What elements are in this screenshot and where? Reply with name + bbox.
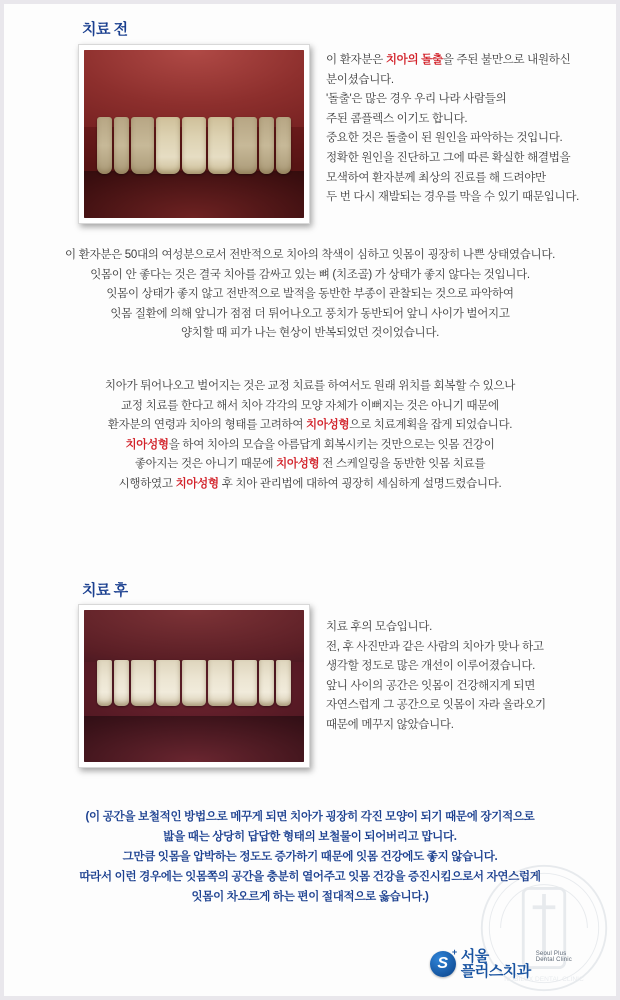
line: 이 환자분은 50대의 여성분으로서 전반적으로 치아의 착색이 심하고 잇몸이 굉장히 나쁜 상태였습니다. bbox=[64, 249, 556, 261]
line: 잇몸이 안 좋다는 것은 결국 치아를 감싸고 있는 뼈 (치조골) 가 상태가 좋지 않다는 것입니다. bbox=[90, 268, 530, 281]
line: 자연스럽게 그 공간으로 잇몸이 자라 올라오기 bbox=[326, 699, 546, 712]
page-inner bbox=[4, 4, 616, 996]
logo-letter: S bbox=[437, 955, 449, 973]
line: 그만큼 잇몸을 압박하는 정도도 증가하기 때문에 잇몸 건강에도 좋지 않습니다. bbox=[122, 851, 498, 863]
logo-name-kr-1: 서울 bbox=[460, 947, 489, 965]
tooth bbox=[234, 660, 258, 706]
line: 치아가 튀어나오고 벌어지는 것은 교정 치료를 하여서도 원래 위치를 회복할 수 있으나 bbox=[104, 380, 516, 392]
tooth bbox=[259, 117, 274, 174]
tooth bbox=[156, 117, 180, 174]
line: 주된 콤플렉스 이기도 합니다. bbox=[326, 112, 468, 125]
highlighted-term: 치아의 돌출 bbox=[385, 54, 443, 66]
line: 잇몸 질환에 의해 앞니가 점점 더 튀어나오고 풍치가 동반되어 앞니 사이가 벌어지고 bbox=[110, 307, 510, 320]
highlighted-term: 치아성형 bbox=[306, 419, 350, 432]
logo-plus-icon: + bbox=[451, 946, 458, 957]
tooth bbox=[156, 660, 180, 706]
line: 밢을 때는 상당히 답답한 형태의 보철물이 되어버리고 맙니다. bbox=[163, 831, 457, 843]
teeth-row-before bbox=[97, 117, 291, 174]
tooth bbox=[276, 660, 291, 706]
line: 잇몸이 차오르게 하는 편이 절대적으로 옳습니다.) bbox=[191, 891, 429, 903]
before-description-text bbox=[326, 51, 612, 208]
tooth bbox=[114, 117, 129, 174]
teeth-row-after bbox=[97, 660, 291, 706]
line: 잇몸이 상태가 좋지 않고 전반적으로 발적을 동반한 부종이 관찰되는 것으로 파악하여 bbox=[106, 288, 514, 301]
logo-text-en bbox=[536, 951, 572, 964]
tooth bbox=[208, 117, 232, 174]
watermark-text: NOBILUX DENTAL CLINIC bbox=[504, 975, 584, 983]
highlighted-term: 치아성형 bbox=[125, 438, 169, 451]
line: 모색하여 환자분께 최상의 진료를 해 드려야만 bbox=[326, 171, 546, 184]
logo-mark-icon bbox=[430, 946, 458, 977]
logo-text bbox=[461, 949, 531, 981]
line: 전, 후 사진만과 같은 사람의 치아가 맞나 하고 bbox=[326, 640, 544, 653]
highlighted-term: 치아성형 bbox=[276, 458, 320, 471]
tooth bbox=[259, 660, 274, 706]
tooth bbox=[97, 660, 112, 706]
line: 분이셨습니다. bbox=[326, 73, 394, 86]
logo-name-kr-2: 플러스치과 bbox=[460, 963, 531, 981]
section-title-after: 치료 후 bbox=[82, 582, 128, 599]
line: 중요한 것은 돌출이 된 원인을 파악하는 것입니다. bbox=[326, 132, 563, 145]
line: 치료 후의 모습입니다. bbox=[326, 621, 432, 633]
tooth bbox=[131, 117, 155, 174]
line: 양치할 때 피가 나는 현상이 반복되었던 것이었습니다. bbox=[180, 327, 440, 340]
line: 생각할 정도로 많은 개선이 이루어졌습니다. bbox=[326, 660, 536, 673]
photo-before-treatment bbox=[78, 44, 310, 224]
tooth bbox=[182, 117, 206, 174]
highlighted-term: 치아성형 bbox=[175, 477, 219, 490]
line: (이 공간을 보철적인 방법으로 메꾸게 되면 치아가 굉장히 각진 모양이 되기 때문에 장기적으로 bbox=[85, 811, 535, 823]
line: 치아성형을 하여 치아의 모습을 아름답게 회복시키는 것만으로는 잇몸 건강이 bbox=[125, 438, 495, 451]
logo-name-en-2: Dental Clinic bbox=[535, 957, 572, 964]
tooth bbox=[208, 660, 232, 706]
line: 시행하였고 치아성형 후 치아 관리법에 대하여 굉장히 세심하게 설명드렸습니다. bbox=[118, 477, 502, 490]
photo-before-image bbox=[84, 50, 304, 218]
line: 교정 치료를 한다고 해서 치아 각각의 모양 자체가 이뻐지는 것은 아니기 때문에 bbox=[121, 399, 499, 412]
line: 때문에 메꾸지 않았습니다. bbox=[326, 718, 454, 731]
line: 정확한 원인을 진단하고 그에 따른 확실한 해결법을 bbox=[326, 151, 571, 164]
line: 두 번 다시 재발되는 경우를 막을 수 있기 때문입니다. bbox=[326, 191, 580, 204]
closing-note bbox=[34, 807, 586, 907]
tooth bbox=[234, 117, 258, 174]
tooth bbox=[97, 117, 112, 174]
line: 이 환자분은 치아의 돌출을 주된 불만으로 내원하신 bbox=[326, 54, 571, 66]
tooth bbox=[114, 660, 129, 706]
line: 좋아지는 것은 아니기 때문에 치아성형 전 스케일링을 동반한 잇몸 치료를 bbox=[134, 458, 486, 471]
tooth bbox=[182, 660, 206, 706]
line: 환자분의 연령과 치아의 형태를 고려하여 치아성형으로 치료계획을 잡게 되었습니다. bbox=[107, 419, 513, 432]
photo-after-image bbox=[84, 610, 304, 762]
section-title-before: 치료 전 bbox=[82, 21, 128, 38]
after-description-text bbox=[326, 618, 612, 736]
line: 따라서 이런 경우에는 잇몸쪽의 공간을 충분히 열어주고 잇몸 건강을 증진시킴으로서 자연스럽게 bbox=[79, 871, 541, 883]
body-paragraph-2 bbox=[34, 377, 586, 495]
line: '돌출'은 많은 경우 우리 나라 사람들의 bbox=[326, 93, 507, 106]
body-paragraph-1 bbox=[34, 246, 586, 344]
line: 앞니 사이의 공간은 잇몸이 건강해지게 되면 bbox=[326, 679, 536, 692]
tooth bbox=[276, 117, 291, 174]
photo-after-treatment bbox=[78, 604, 310, 768]
tooth bbox=[131, 660, 155, 706]
logo-name-en-1: Seoul Plus bbox=[535, 950, 567, 957]
